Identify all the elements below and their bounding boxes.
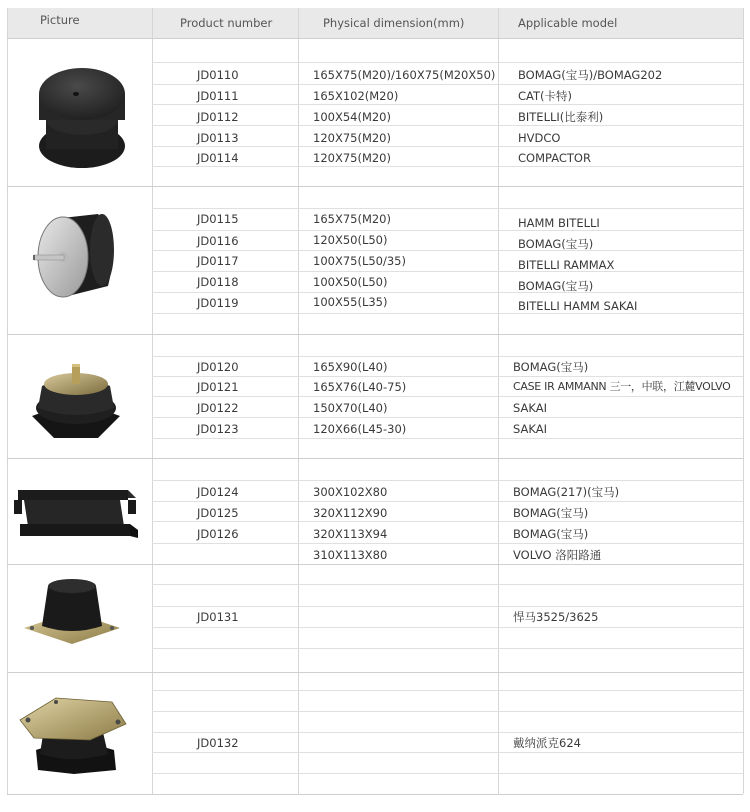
- row-divider: [152, 313, 743, 314]
- row-divider: [152, 501, 743, 502]
- group-divider: [7, 186, 743, 187]
- hexagonal-plate-mount-icon: [16, 694, 130, 776]
- row-divider: [152, 584, 743, 585]
- row-divider: [152, 732, 743, 733]
- row-divider: [152, 230, 743, 231]
- product-number: JD0111: [197, 89, 239, 103]
- applicable-model: BOMAG(宝马): [513, 527, 589, 541]
- row-divider: [152, 438, 743, 439]
- product-number: JD0121: [197, 380, 239, 394]
- applicable-model: SAKAI: [513, 401, 547, 415]
- product-number: JD0122: [197, 401, 239, 415]
- applicable-model: BOMAG(宝马)/BOMAG202: [518, 68, 663, 82]
- row-divider: [152, 606, 743, 607]
- applicable-model: BITELLI RAMMAX: [518, 258, 615, 272]
- group-divider: [7, 794, 743, 795]
- applicable-model: BOMAG(217)(宝马): [513, 485, 620, 499]
- cylindrical-stud-mount-icon: [28, 210, 118, 300]
- row-divider: [152, 521, 743, 522]
- dimension: 120X50(L50): [313, 233, 388, 247]
- round-rubber-mount-icon: [36, 64, 128, 172]
- header-model-label: Applicable model: [518, 16, 618, 30]
- product-number: JD0114: [197, 151, 239, 165]
- product-number: JD0126: [197, 527, 239, 541]
- dimension: 100X55(L35): [313, 295, 388, 309]
- applicable-model: BOMAG(宝马): [513, 360, 589, 374]
- applicable-model: CAT(卡特): [518, 89, 573, 103]
- dimension: 100X50(L50): [313, 275, 388, 289]
- dimension: 120X66(L45-30): [313, 422, 407, 436]
- row-divider: [152, 711, 743, 712]
- rectangular-plate-mount-icon: [10, 486, 140, 542]
- dimension: 320X113X94: [313, 527, 388, 541]
- row-divider: [152, 648, 743, 649]
- row-divider: [152, 773, 743, 774]
- dimension: 120X75(M20): [313, 131, 391, 145]
- product-number: JD0124: [197, 485, 239, 499]
- row-divider: [152, 104, 743, 105]
- group-divider: [7, 38, 743, 39]
- dimension: 165X75(M20)/160X75(M20X50): [313, 68, 496, 82]
- row-divider: [152, 396, 743, 397]
- product-number: JD0113: [197, 131, 239, 145]
- applicable-model: HVDCO: [518, 131, 561, 145]
- row-divider: [152, 208, 743, 209]
- applicable-model: SAKAI: [513, 422, 547, 436]
- applicable-model: BITELLI(比泰利): [518, 110, 604, 124]
- row-divider: [152, 480, 743, 481]
- conical-flange-mount-icon: [30, 360, 122, 442]
- dimension: 120X75(M20): [313, 151, 391, 165]
- dimension: 165X102(M20): [313, 89, 399, 103]
- product-number: JD0125: [197, 506, 239, 520]
- dimension: 310X113X80: [313, 548, 388, 562]
- col-divider: [743, 8, 744, 794]
- header-product-number: [152, 8, 298, 38]
- header-dimension: [298, 8, 498, 38]
- row-divider: [152, 356, 743, 357]
- row-divider: [152, 543, 743, 544]
- row-divider: [152, 627, 743, 628]
- row-divider: [152, 62, 743, 63]
- applicable-model: BOMAG(宝马): [513, 506, 589, 520]
- applicable-model: COMPACTOR: [518, 151, 591, 165]
- row-divider: [152, 292, 743, 293]
- product-number: JD0123: [197, 422, 239, 436]
- header-product-number-label: Product number: [180, 16, 273, 30]
- product-number: JD0132: [197, 736, 239, 750]
- applicable-model: BOMAG(宝马): [518, 279, 594, 293]
- row-divider: [152, 146, 743, 147]
- header-picture-label: Picture: [40, 13, 80, 27]
- dimension: 100X54(M20): [313, 110, 391, 124]
- row-divider: [152, 84, 743, 85]
- dimension: 165X76(L40-75): [313, 380, 407, 394]
- header-model: [498, 8, 743, 38]
- row-divider: [152, 376, 743, 377]
- row-divider: [152, 250, 743, 251]
- applicable-model: CASE IR AMMANN 三一，中联，江麓VOLVO: [513, 380, 731, 393]
- group-divider: [7, 672, 743, 673]
- dimension: 150X70(L40): [313, 401, 388, 415]
- product-number: JD0131: [197, 610, 239, 624]
- dimension: 320X112X90: [313, 506, 388, 520]
- product-number: JD0116: [197, 234, 239, 248]
- col-divider: [7, 8, 8, 794]
- row-divider: [152, 271, 743, 272]
- applicable-model: BITELLI HAMM SAKAI: [518, 299, 638, 313]
- product-number: JD0115: [197, 212, 239, 226]
- group-divider: [7, 564, 743, 565]
- applicable-model: 戴纳派克624: [513, 736, 581, 750]
- product-number: JD0119: [197, 296, 239, 310]
- dimension: 165X90(L40): [313, 360, 388, 374]
- product-number: JD0117: [197, 254, 239, 268]
- row-divider: [152, 166, 743, 167]
- applicable-model: BOMAG(宝马): [518, 237, 594, 251]
- header-dimension-label: Physical dimension(mm): [323, 16, 465, 30]
- dimension: 165X75(M20): [313, 212, 391, 226]
- product-number: JD0118: [197, 275, 239, 289]
- product-number: JD0112: [197, 110, 239, 124]
- row-divider: [152, 417, 743, 418]
- row-divider: [152, 752, 743, 753]
- product-number: JD0110: [197, 68, 239, 82]
- group-divider: [7, 458, 743, 459]
- dimension: 300X102X80: [313, 485, 388, 499]
- group-divider: [7, 334, 743, 335]
- header-picture: [7, 8, 152, 38]
- applicable-model: VOLVO 洛阳路通: [513, 548, 602, 562]
- dimension: 100X75(L50/35): [313, 254, 406, 268]
- applicable-model: HAMM BITELLI: [518, 216, 600, 230]
- applicable-model: 悍马3525/3625: [513, 610, 599, 624]
- diamond-flange-mount-icon: [22, 578, 122, 646]
- row-divider: [152, 690, 743, 691]
- product-number: JD0120: [197, 360, 239, 374]
- row-divider: [152, 125, 743, 126]
